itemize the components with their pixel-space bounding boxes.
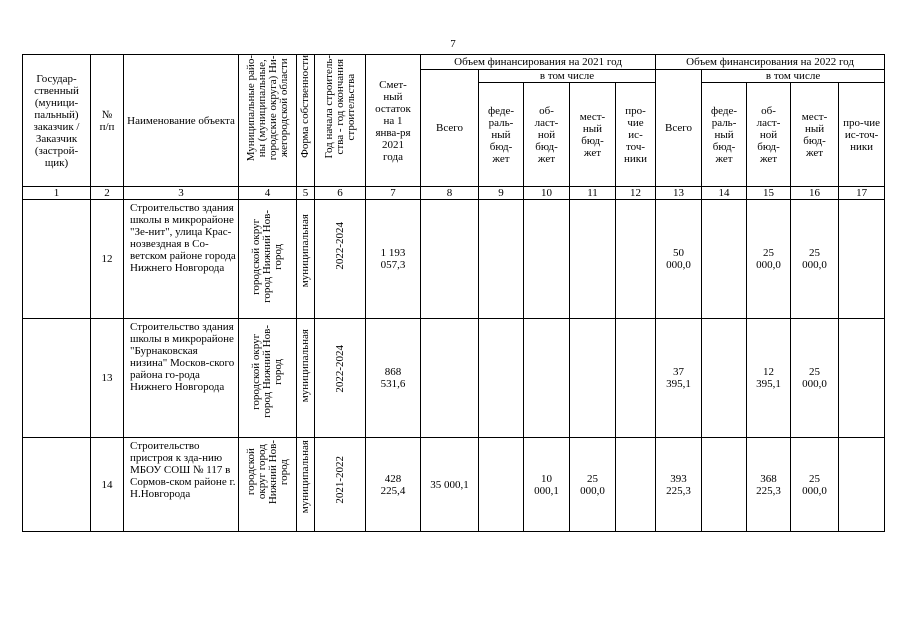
cell-total-2021	[421, 200, 479, 319]
cell-name: Строительство пристроя к зда-нию МБОУ СОШ № 117 в Сормов-ском районе г. Н.Новгорода	[124, 438, 239, 532]
cell-ownership: муниципальная	[297, 438, 315, 532]
cell-district: городской округ город Нижний Нов- город	[239, 200, 297, 319]
header-years: Год начала строитель- ства - год окончания строительства	[315, 55, 366, 187]
cell-years: 2022-2024	[315, 319, 366, 438]
col-number: 10	[524, 187, 570, 200]
financing-table	[22, 54, 885, 532]
col-number: 12	[616, 187, 656, 200]
cell-local-2022: 25 000,0	[791, 319, 839, 438]
cell-regional-2022: 12 395,1	[747, 319, 791, 438]
header-other-2021: про-чие ис-точ-ники	[616, 83, 656, 187]
cell-regional-2021	[524, 200, 570, 319]
header-local-2021: мест-ный бюд-жет	[570, 83, 616, 187]
cell-local-2021	[570, 319, 616, 438]
cell-other-2022	[839, 200, 885, 319]
cell-num: 13	[91, 319, 124, 438]
header-fin2021: Объем финансирования на 2021 год	[421, 55, 656, 70]
header-estimate: Смет-ный остаток на 1 янва-ря 2021 года	[366, 55, 421, 187]
column-numbers-row	[23, 187, 885, 200]
header-incl-2022: в том числе	[702, 70, 885, 83]
cell-ownership: муниципальная	[297, 319, 315, 438]
col-number: 5	[297, 187, 315, 200]
cell-total-2021	[421, 319, 479, 438]
table-row	[23, 438, 885, 532]
header-incl-2021: в том числе	[479, 70, 656, 83]
cell-federal-2021	[479, 319, 524, 438]
cell-total-2022: 37 395,1	[656, 319, 702, 438]
header-customer: Государ-ственный (муници-пальный) заказчик / Заказчик (застрой-щик)	[23, 55, 91, 187]
col-number: 3	[124, 187, 239, 200]
cell-district: городской округ город Нижний Нов- город	[239, 438, 297, 532]
cell-customer	[23, 200, 91, 319]
col-number: 15	[747, 187, 791, 200]
header-district: Муниципальные райо- ны (муниципальные, городские округа) Ни- жегородской области	[239, 55, 297, 187]
header-ownership: Форма собственности	[297, 55, 315, 187]
table-row	[23, 319, 885, 438]
cell-years: 2022-2024	[315, 200, 366, 319]
cell-other-2021	[616, 319, 656, 438]
col-number: 6	[315, 187, 366, 200]
cell-local-2022: 25 000,0	[791, 200, 839, 319]
cell-federal-2021	[479, 438, 524, 532]
header-regional-2021: об-ласт-ной бюд-жет	[524, 83, 570, 187]
cell-regional-2022: 368 225,3	[747, 438, 791, 532]
table-row	[23, 200, 885, 319]
cell-federal-2021	[479, 200, 524, 319]
header-regional-2022: об-ласт-ной бюд-жет	[747, 83, 791, 187]
cell-other-2022	[839, 438, 885, 532]
header-federal-2022: феде-раль-ный бюд-жет	[702, 83, 747, 187]
header-num: № п/п	[91, 55, 124, 187]
cell-customer	[23, 438, 91, 532]
col-number: 16	[791, 187, 839, 200]
col-number: 14	[702, 187, 747, 200]
header-fin2022: Объем финансирования на 2022 год	[656, 55, 885, 70]
cell-local-2022: 25 000,0	[791, 438, 839, 532]
cell-district: городской округ город Нижний Нов- город	[239, 319, 297, 438]
cell-num: 14	[91, 438, 124, 532]
cell-num: 12	[91, 200, 124, 319]
cell-regional-2021: 10 000,1	[524, 438, 570, 532]
header-name: Наименование объекта	[124, 55, 239, 187]
cell-total-2022: 50 000,0	[656, 200, 702, 319]
cell-customer	[23, 319, 91, 438]
header-total-2021: Всего	[421, 70, 479, 187]
col-number: 13	[656, 187, 702, 200]
cell-other-2021	[616, 200, 656, 319]
cell-estimate: 428 225,4	[366, 438, 421, 532]
cell-regional-2022: 25 000,0	[747, 200, 791, 319]
page-number: 7	[450, 38, 456, 50]
col-number: 9	[479, 187, 524, 200]
cell-total-2021: 35 000,1	[421, 438, 479, 532]
col-number: 4	[239, 187, 297, 200]
cell-other-2022	[839, 319, 885, 438]
col-number: 1	[23, 187, 91, 200]
cell-ownership: муниципальная	[297, 200, 315, 319]
cell-total-2022: 393 225,3	[656, 438, 702, 532]
header-other-2022: про-чие ис-точ-ники	[839, 83, 885, 187]
header-federal-2021: феде-раль-ный бюд-жет	[479, 83, 524, 187]
header-total-2022: Всего	[656, 70, 702, 187]
cell-estimate: 868 531,6	[366, 319, 421, 438]
col-number: 8	[421, 187, 479, 200]
cell-local-2021	[570, 200, 616, 319]
col-number: 7	[366, 187, 421, 200]
cell-other-2021	[616, 438, 656, 532]
cell-years: 2021-2022	[315, 438, 366, 532]
cell-federal-2022	[702, 438, 747, 532]
col-number: 11	[570, 187, 616, 200]
cell-regional-2021	[524, 319, 570, 438]
cell-name: Строительство здания школы в микрорайоне "Зе-нит", улица Крас-нозвездная в Со-ветском районе города Нижнего Новгорода	[124, 200, 239, 319]
cell-name: Строительство здания школы в микрорайоне "Бурнаковская низина" Москов-ского района го-рода Нижнего Новгорода	[124, 319, 239, 438]
cell-estimate: 1 193 057,3	[366, 200, 421, 319]
col-number: 17	[839, 187, 885, 200]
header-local-2022: мест-ный бюд-жет	[791, 83, 839, 187]
col-number: 2	[91, 187, 124, 200]
cell-federal-2022	[702, 319, 747, 438]
cell-federal-2022	[702, 200, 747, 319]
cell-local-2021: 25 000,0	[570, 438, 616, 532]
